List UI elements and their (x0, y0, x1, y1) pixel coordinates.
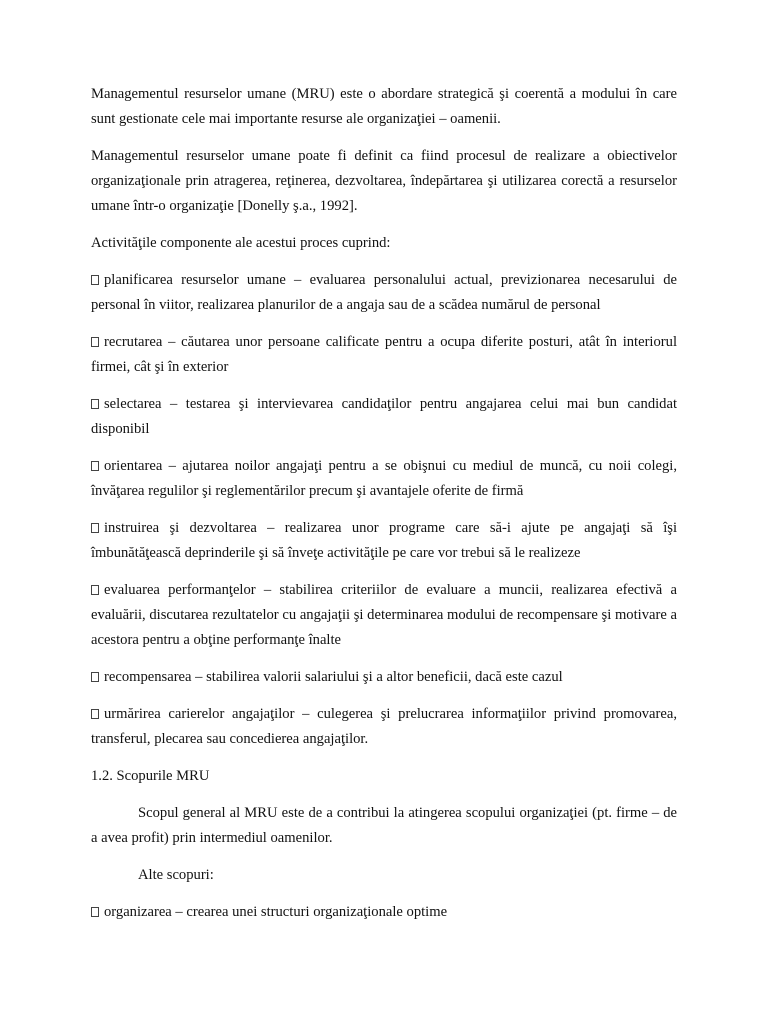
bullet-box-icon (91, 337, 99, 347)
document-body (91, 82, 677, 937)
activity-item (91, 665, 677, 690)
activity-item (91, 454, 677, 504)
bullet-box-icon (91, 523, 99, 533)
activity-text: planificarea resurselor umane – evaluarea personalului actual, previzionarea necesarului de personal în viitor, realizarea planurilor de a angaja sau de a scădea numărul de personal (91, 272, 677, 313)
section-heading: 1.2. Scopurile MRU (91, 768, 210, 784)
activity-item (91, 330, 677, 380)
activity-item (91, 516, 677, 566)
intro-paragraph-3: Activităţile componente ale acestui proces cuprind: (91, 235, 391, 251)
bullet-box-icon (91, 585, 99, 595)
other-scopes-label: Alte scopuri: (138, 867, 214, 883)
bullet-box-icon (91, 275, 99, 285)
activity-item (91, 392, 677, 442)
bullet-box-icon (91, 709, 99, 719)
scope-item (91, 900, 677, 925)
activity-text: recrutarea – căutarea unor persoane calificate pentru a ocupa diferite posturi, atât în interiorul firmei, cât şi în exterior (91, 334, 677, 375)
intro-paragraph-1: Managementul resurselor umane (MRU) este o abordare strategică şi coerentă a modului în care sunt gestionate cele mai importante resurse ale organizaţiei – oamenii. (91, 86, 677, 127)
bullet-box-icon (91, 907, 99, 917)
activity-item (91, 268, 677, 318)
activity-item (91, 702, 677, 752)
intro-paragraph-2: Managementul resurselor umane poate fi definit ca fiind procesul de realizare a obiectivelor organizaţionale prin atragerea, reţinerea, dezvoltarea, îndepărtarea şi utilizarea corectă a resurselor umane într-o organizaţie [Donelly ş.a., 1992]. (91, 148, 677, 214)
bullet-box-icon (91, 399, 99, 409)
activity-text: recompensarea – stabilirea valorii salariului şi a altor beneficii, dacă este cazul (104, 669, 563, 685)
activity-text: instruirea şi dezvoltarea – realizarea unor programe care să-i ajute pe angajaţi să îşi îmbunătăţească deprinderile şi să înveţe activităţile pe care vor trebui să le realizeze (91, 520, 677, 561)
activity-text: orientarea – ajutarea noilor angajaţi pentru a se obişnui cu mediul de muncă, cu noii colegi, învăţarea regulilor şi reglementărilor precum şi avantajele oferite de firmă (91, 458, 677, 499)
bullet-box-icon (91, 461, 99, 471)
activity-text: urmărirea carierelor angajaţilor – culegerea şi prelucrarea informaţiilor privind promovarea, transferul, plecarea sau concedierea angajaţilor. (91, 706, 677, 747)
activity-text: evaluarea performanţelor – stabilirea criteriilor de evaluare a muncii, realizarea efectivă a evaluării, discutarea rezultatelor cu angajaţii şi determinarea modului de recompensare şi motivare a acestora pentru a obţine performanţe înalte (91, 582, 677, 648)
bullet-box-icon (91, 672, 99, 682)
scope-text: organizarea – crearea unei structuri organizaţionale optime (104, 904, 448, 920)
scope-general-paragraph: Scopul general al MRU este de a contribui la atingerea scopului organizaţiei (pt. firme – de a avea profit) prin intermediul oamenilor. (91, 805, 677, 846)
activity-item (91, 578, 677, 653)
activity-text: selectarea – testarea şi intervievarea candidaţilor pentru angajarea celui mai bun candidat disponibil (91, 396, 677, 437)
